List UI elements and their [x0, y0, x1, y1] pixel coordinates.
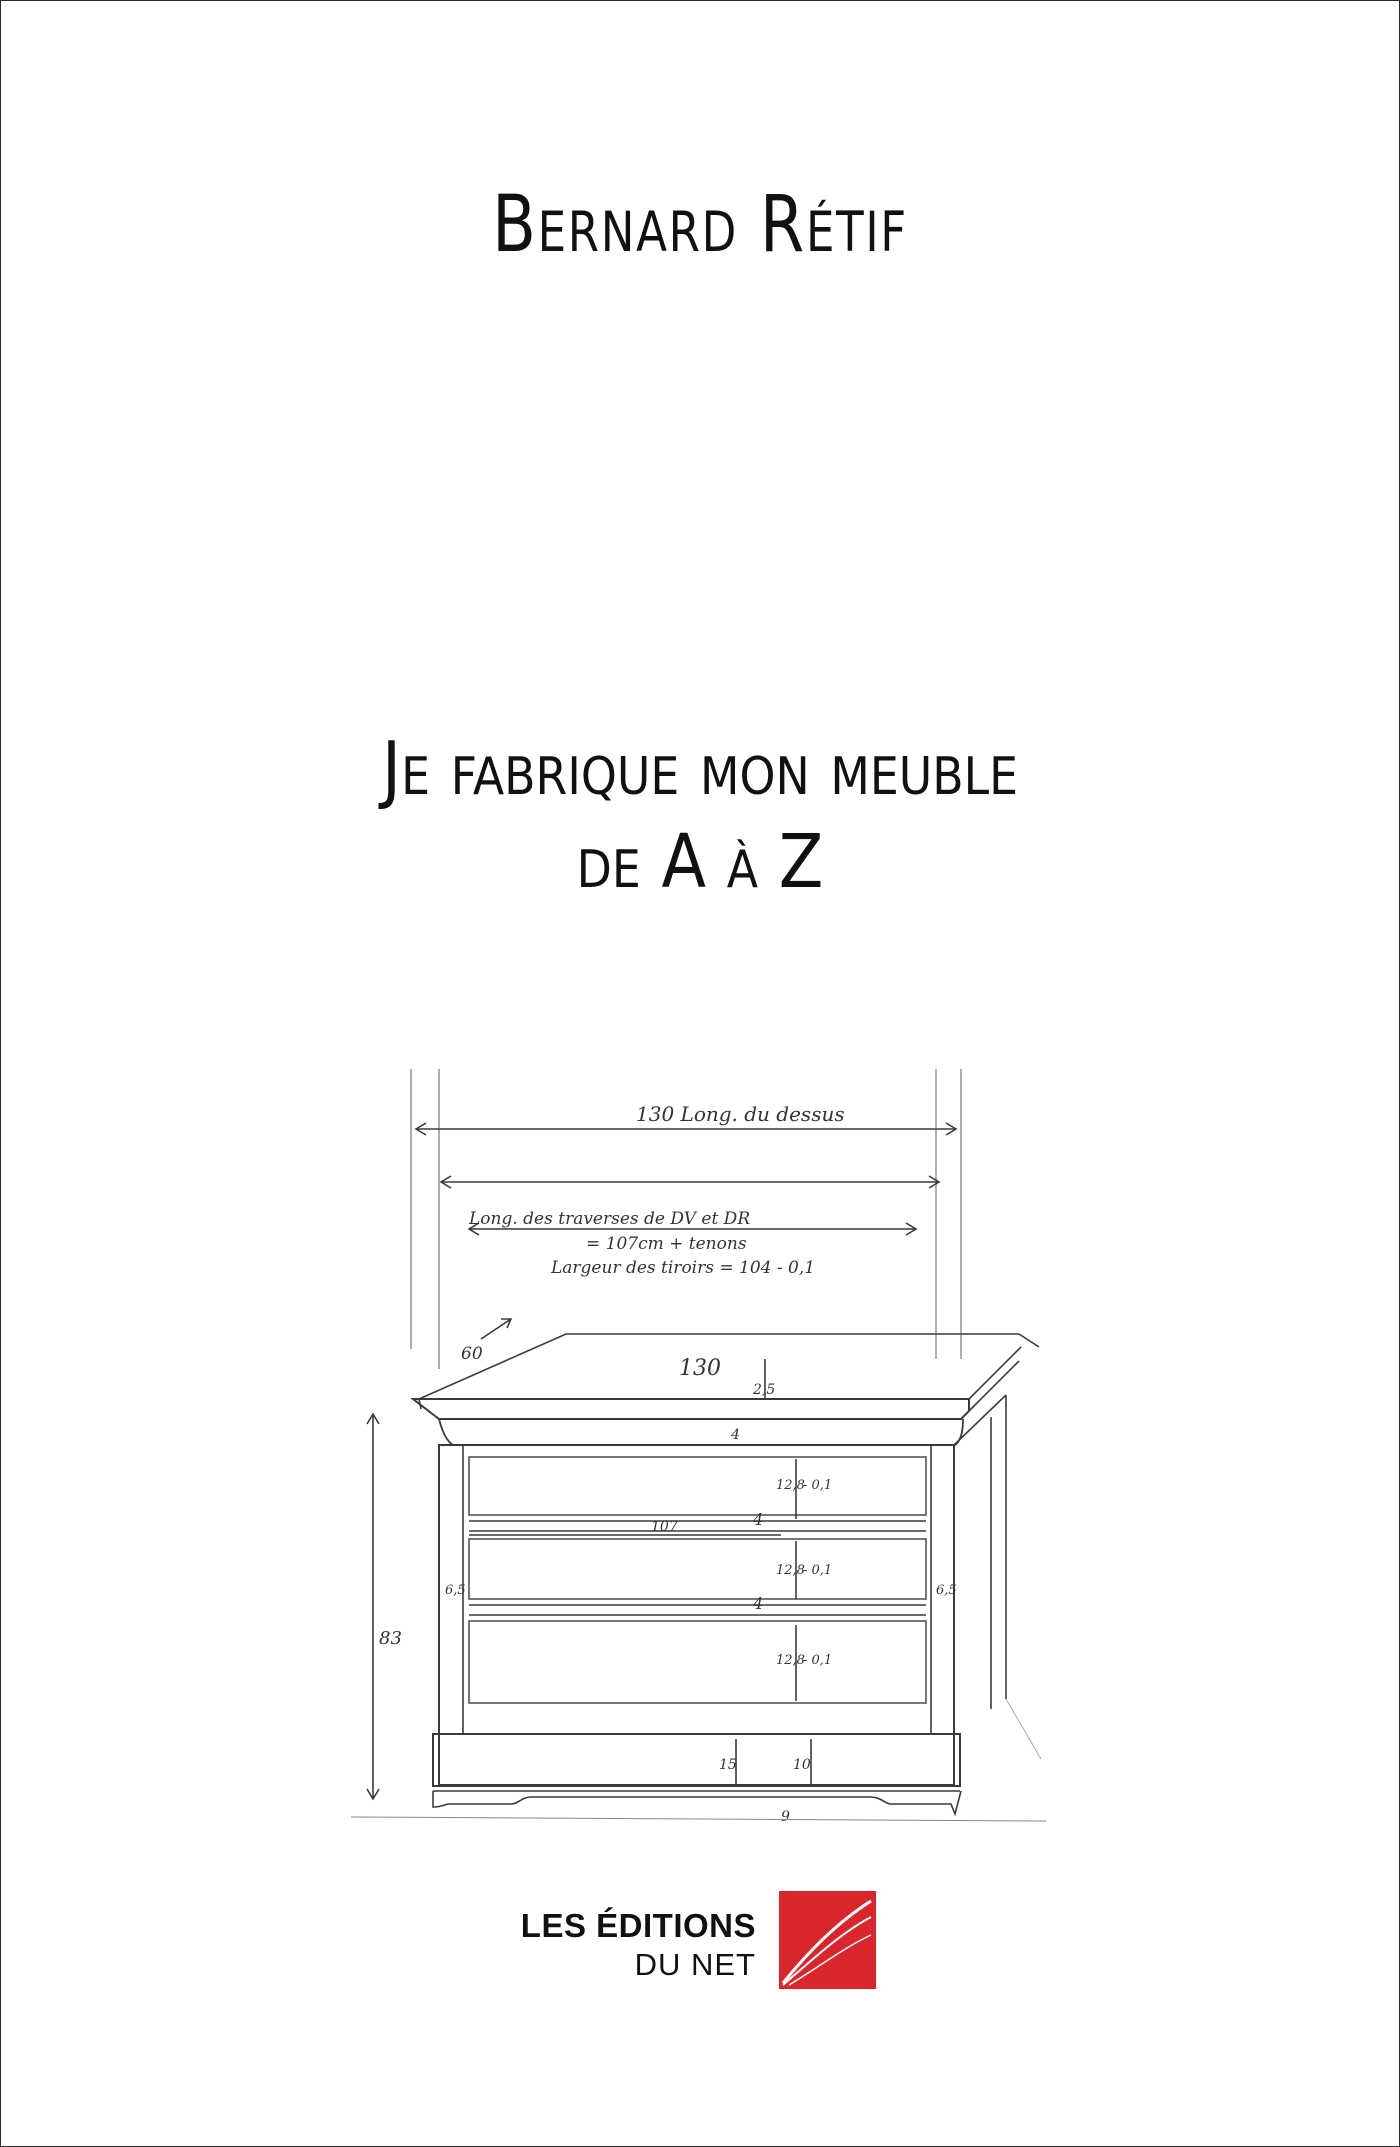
dim-drawer1-tol: - 0,1 — [803, 1478, 833, 1493]
dim-left-post: 6,5 — [445, 1583, 466, 1598]
dim-base: 10 — [793, 1757, 811, 1773]
dim-drawer1: 12,8 — [776, 1478, 805, 1493]
publisher-name-line2: DU NET — [634, 1947, 756, 1982]
dim-rails-line1: Long. des traverses de DV et DR — [469, 1209, 751, 1229]
dim-inner-width: 107 — [651, 1519, 678, 1535]
dim-rail-a: 4 — [753, 1510, 764, 1529]
book-title — [85, 723, 1315, 908]
publisher-mark-icon — [779, 1891, 876, 1989]
dim-angle: 60 — [461, 1344, 483, 1364]
dim-rails-line2: = 107cm + tenons — [586, 1234, 747, 1254]
dim-drawers-width: Largeur des tiroirs = 104 - 0,1 — [551, 1258, 816, 1278]
dim-top: 130 — [679, 1356, 721, 1381]
dim-drawer2: 12,8 — [776, 1563, 805, 1578]
author-name: Bernard Rétif — [492, 180, 908, 270]
furniture-sketch — [351, 1069, 1046, 1829]
title-line-1: Je fabrique mon meuble — [381, 726, 1019, 812]
dim-foot: 9 — [781, 1809, 790, 1825]
dim-moulding: 4 — [731, 1427, 740, 1443]
title-line-2: de A à Z — [576, 818, 824, 905]
dim-top-width: 130 Long. du dessus — [636, 1102, 845, 1126]
publisher-logo — [521, 1891, 881, 1991]
dim-drawer2-tol: - 0,1 — [803, 1563, 833, 1578]
dim-plinth: 15 — [719, 1757, 737, 1773]
dim-drawer3: 12,8 — [776, 1653, 805, 1668]
dim-rail-b: 4 — [753, 1594, 764, 1613]
dim-right-post: 6,5 — [936, 1583, 957, 1598]
dim-top-thickness: 2,5 — [753, 1382, 776, 1398]
dim-drawer3-tol: - 0,1 — [803, 1653, 833, 1668]
publisher-name-line1: LES ÉDITIONS — [520, 1907, 756, 1944]
dim-height: 83 — [379, 1628, 402, 1649]
